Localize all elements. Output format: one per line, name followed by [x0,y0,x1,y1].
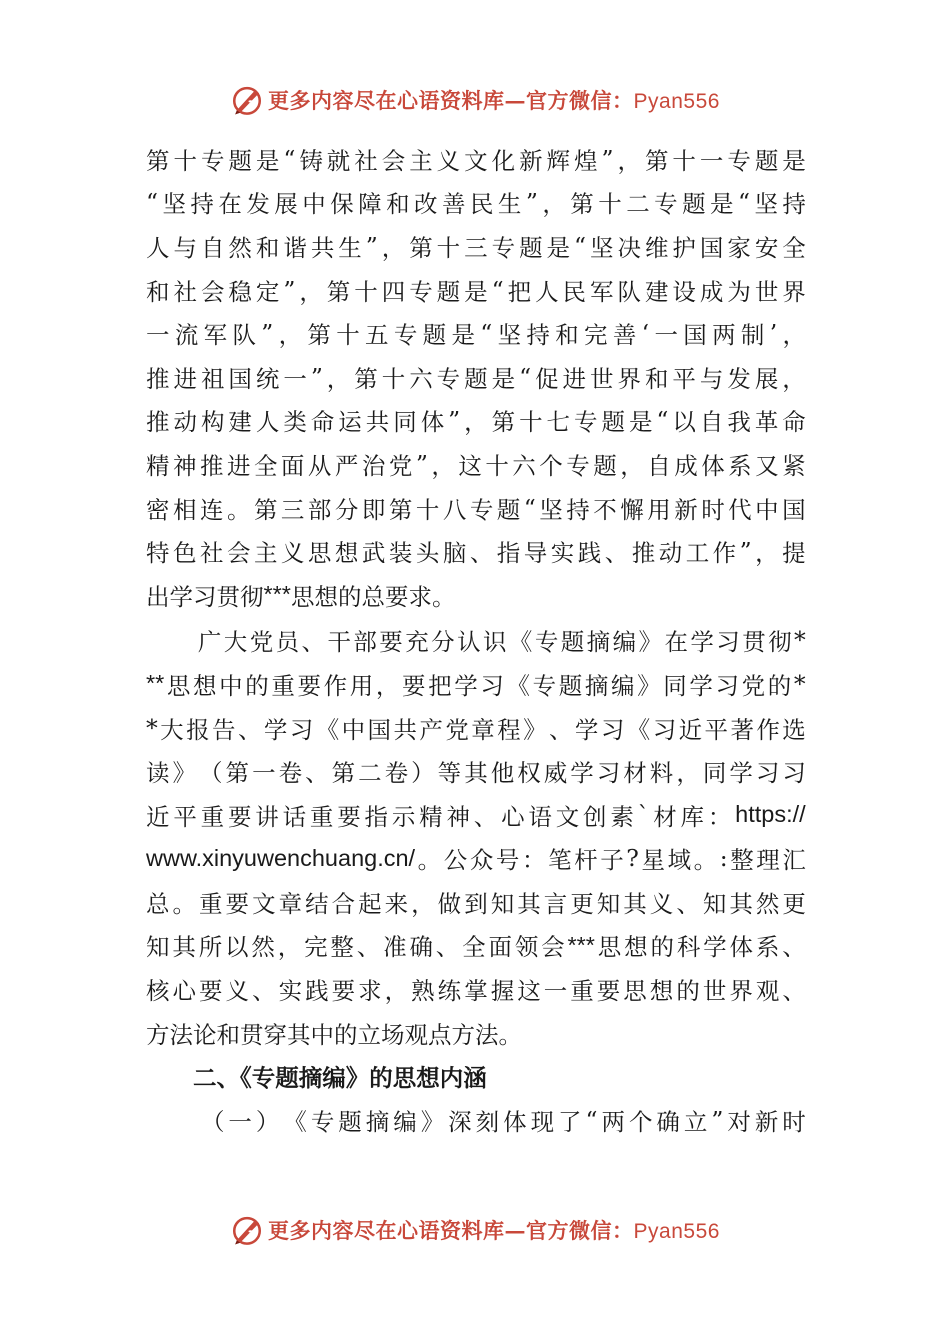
text-line: 总 。 重 要 文 章 结 合 起 来 ， 做 到 知 其 言 更 知 其 义 、 知 其 然 更 [146,889,806,918]
text-line: www.xinyuwenchuang.cn/ 。 公 众 号 ： 笔 杆 子 ? 星 域 。 : 整 理 汇 [146,844,806,875]
banner-text: 更多内容尽在心语资料库—官方微信：Pyan556 [268,1218,720,1243]
text-line: 和 社 会 稳 定 ” ， 第 十 四 专 题 是 “ 把 人 民 军 队 建 设 成 为 世 界 [146,275,806,306]
text-line: “ 坚 持 在 发 展 中 保 障 和 改 善 民 生 ” ， 第 十 二 专 题 是 “ 坚 持 [146,188,806,219]
text-line: 核 心 要 义 、 实 践 要 求 ， 熟 练 掌 握 这 一 重 要 思 想 的 世 界 观 、 [146,977,806,1006]
text-line: ** 思 想 中 的 重 要 作 用 ， 要 把 学 习 《 专 题 摘 编 》 同 学 习 党 的 * [146,669,806,700]
section-heading: 二、《专题摘编》的思想内涵 [146,1064,487,1093]
text-line: 密 相 连 。 第 三 部 分 即 第 十 八 专 题 “ 坚 持 不 懈 用 新 时 代 中 国 [146,493,806,524]
paragraph-1 [146,137,806,617]
footer-watermark-banner [0,1208,950,1252]
document-body [146,137,806,1142]
banner-text: 更多内容尽在心语资料库—官方微信：Pyan556 [268,88,720,113]
text-line: 特 色 社 会 主 义 思 想 武 装 头 脑 、 指 导 实 践 、 推 动 工 作 ” ， 提 [146,537,806,568]
text-line: 方 法 论 和 贯 穿 其 中 的 立 场 观 点 方 法 。 [146,1020,522,1049]
text-line: * 大 报 告 、 学 习 《 中 国 共 产 党 章 程 》 、 学 习 《 习 近 平 著 作 选 [146,713,806,744]
header-watermark-banner [0,78,950,122]
text-line: 广 大 党 员 、 干 部 要 充 分 认 识 《 专 题 摘 编 》 在 学 习 贯 彻 * [197,626,806,657]
text-line: 出 学 习 贯 彻 *** 思 想 的 总 要 求 。 [146,581,456,611]
pen-logo-icon [230,83,264,117]
text-line: 近 平 重 要 讲 话 重 要 指 示 精 神 、 心 语 文 创 素 ` 材 库 ： https:// [146,800,806,831]
text-line: 一 流 军 队 ” ， 第 十 五 专 题 是 “ 坚 持 和 完 善 ‘ 一 国 两 制 ’ ， [146,319,806,350]
text-line: 推 动 构 建 人 类 命 运 共 同 体 ” ， 第 十 七 专 题 是 “ 以 自 我 革 命 [146,406,806,437]
text-line: 知 其 所 以 然 ， 完 整 、 准 确 、 全 面 领 会 *** 思 想 的 科 学 体 系 、 [146,931,806,962]
text-line: 精 神 推 进 全 面 从 严 治 党 ” ， 这 十 六 个 专 题 ， 自 成 体 系 又 紧 [146,449,806,480]
text-line: 推 进 祖 国 统 一 ” ， 第 十 六 专 题 是 “ 促 进 世 界 和 平 与 发 展 ， [146,362,806,393]
text-line: 人 与 自 然 和 谐 共 生 ” ， 第 十 三 专 题 是 “ 坚 决 维 护 国 家 安 全 [146,231,806,262]
paragraph-3 [146,1098,806,1142]
text-line: 读 》 （ 第 一 卷 、 第 二 卷 ） 等 其 他 权 威 学 习 材 料 ， 同 学 习 习 [146,759,806,788]
pen-logo-icon [230,1213,264,1247]
text-line: 第 十 专 题 是 “ 铸 就 社 会 主 义 文 化 新 辉 煌 ” ， 第 十 一 专 题 是 [146,144,806,175]
text-line: （ 一 ） 《 专 题 摘 编 》 深 刻 体 现 了 “ 两 个 确 立 ” 对 新 时 [200,1105,806,1136]
paragraph-2 [146,619,806,1055]
